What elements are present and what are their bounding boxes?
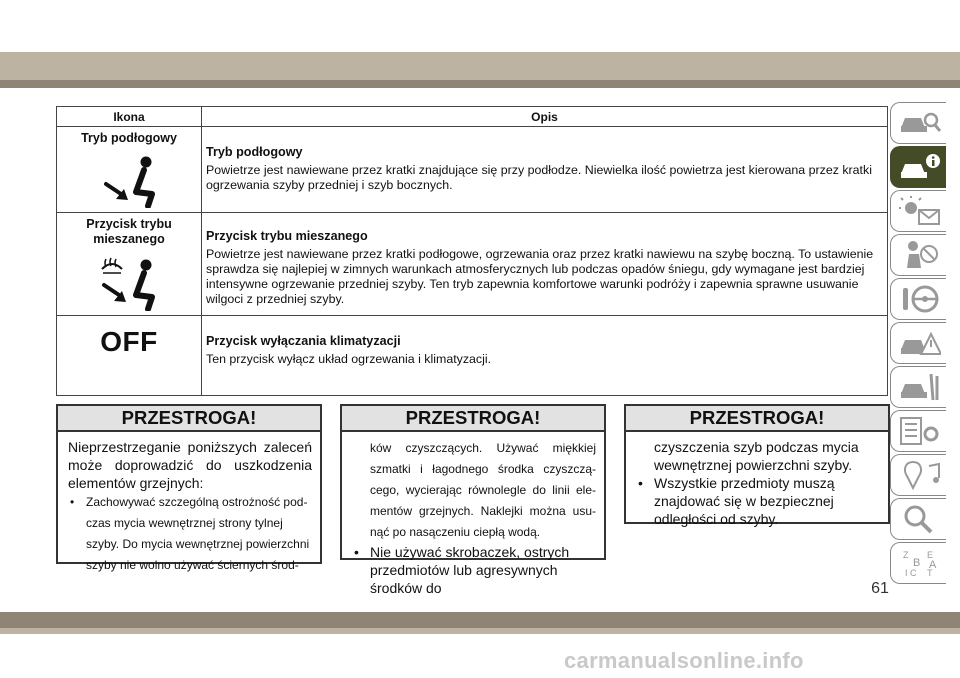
top-decor-stripe [0,80,960,88]
warning-box [56,404,322,572]
icon-description-table [56,106,888,396]
row-title: Przycisk wyłączania klimatyzacji [206,334,401,348]
warning-box [340,404,606,596]
page-number: 61 [871,580,889,597]
list-gear-icon [899,416,941,446]
floor-mode-icon [94,154,164,208]
row-label: Tryb podłogowy [81,131,177,145]
svg-text:E: E [927,550,934,560]
warning-box [624,404,890,527]
car-info-icon [899,152,941,182]
warning-header: PRZESTROGA! [626,406,888,432]
warning-body [626,432,888,536]
row-title: Przycisk trybu mieszanego [206,229,368,243]
row-text: Ten przycisk wyłącz układ ogrzewania i klimatyzacji. [206,352,492,366]
watermark: carmanualsonline.info [564,648,804,673]
warning-body [342,432,604,605]
warning-list [68,492,312,576]
warning-continuation: ków czyszczących. Używać miękkiej szmatki i łagodnego środka czyszczącego, wycierając równolegle do linii elementów grzejnych. Naklejki można usunąć po nasączeniu ciepłą wodą. [370,441,596,539]
tab-steering-wheel[interactable] [890,278,946,320]
warning-bullet: • Wszystkie przedmioty muszą znajdować się w bezpiecznej odległości od szyby. [636,474,880,528]
music-nav-icon [899,460,941,490]
desc-cell [202,127,888,213]
header-desc: Opis [202,107,888,127]
warning-header: PRZESTROGA! [342,406,604,432]
warning-continuation: czyszczenia szyb podczas mycia wewnętrznej powierzchni szyby. [654,439,859,473]
bottom-decor-stripe [0,628,960,634]
table-row [57,316,888,396]
row-title: Tryb podłogowy [206,145,303,159]
table-row [57,127,888,213]
tab-car-tools[interactable] [890,366,946,408]
tab-list-gear[interactable] [890,410,946,452]
tab-airbag-person[interactable] [890,234,946,276]
magnifier-icon [899,504,941,534]
table-row [57,213,888,316]
icon-cell [57,213,202,316]
tab-car-search[interactable] [890,102,946,144]
tab-car-info[interactable] [890,146,946,188]
icon-cell [57,127,202,213]
row-text: Powietrze jest nawiewane przez kratki podłogowe, ogrzewania oraz przez kratki nawiewu na szybę boczną. To ustawienie sprawdza się najlepiej w zimnych warunkach atmosferycznych lub podczas opadów śniegu, gdy wymagane jest bardziej intensywne ogrzewanie przedniej szyby. Ten tryb zapewnia komfortowe warunki podróży i zapewnia sprawne usuwanie wilgoci z przedniej szyby. [206,247,874,306]
warning-bullet: • Nie używać skrobaczek, ostrych przedmiotów lub agresywnych środków do [352,543,596,597]
alphabet-index-icon [899,548,941,578]
desc-cell [202,316,888,396]
warning-body [58,432,320,584]
tab-alphabet-index[interactable] [890,542,946,584]
top-decor-band [0,52,960,80]
car-search-icon [899,108,941,138]
lights-message-icon [899,196,941,226]
off-icon: OFF [100,326,158,357]
car-warning-icon [899,328,941,358]
tab-music-nav[interactable] [890,454,946,496]
steering-wheel-icon [899,284,941,314]
svg-text:Z: Z [903,550,909,560]
warning-paragraph: Nieprzestrzeganie poniższych zaleceń może doprowadzić do uszkodzenia elementów grzejnych: [68,439,312,491]
header-icon: Ikona [57,107,202,127]
warning-bullet: • Zachowywać szczególną ostrożność podczas mycia wewnętrznej strony tylnej szyby. Do mycia wewnętrznej powierzchni szyby nie wolno używać ściernych środ- [68,492,312,576]
row-text: Powietrze jest nawiewane przez kratki znajdujące się przy podłodze. Niewielka ilość powietrza jest kierowana przez kratki ogrzewania szyby przedniej i szyb bocznych. [206,163,872,192]
airbag-person-icon [899,240,941,270]
svg-text:I C: I C [905,568,917,578]
warning-list [636,474,880,528]
tab-car-warning[interactable] [890,322,946,364]
row-label: Przycisk trybu mieszanego [86,217,172,246]
warning-list [352,543,596,597]
car-tools-icon [899,372,941,402]
table-header-row [57,107,888,127]
icon-cell [57,316,202,396]
mixed-mode-icon [94,255,164,311]
desc-cell [202,213,888,316]
warning-header: PRZESTROGA! [58,406,320,432]
tab-magnifier[interactable] [890,498,946,540]
svg-text:A: A [929,559,937,571]
bottom-decor-band [0,612,960,628]
tab-lights-message[interactable] [890,190,946,232]
svg-text:B: B [913,557,921,569]
svg-text:T: T [927,568,933,578]
